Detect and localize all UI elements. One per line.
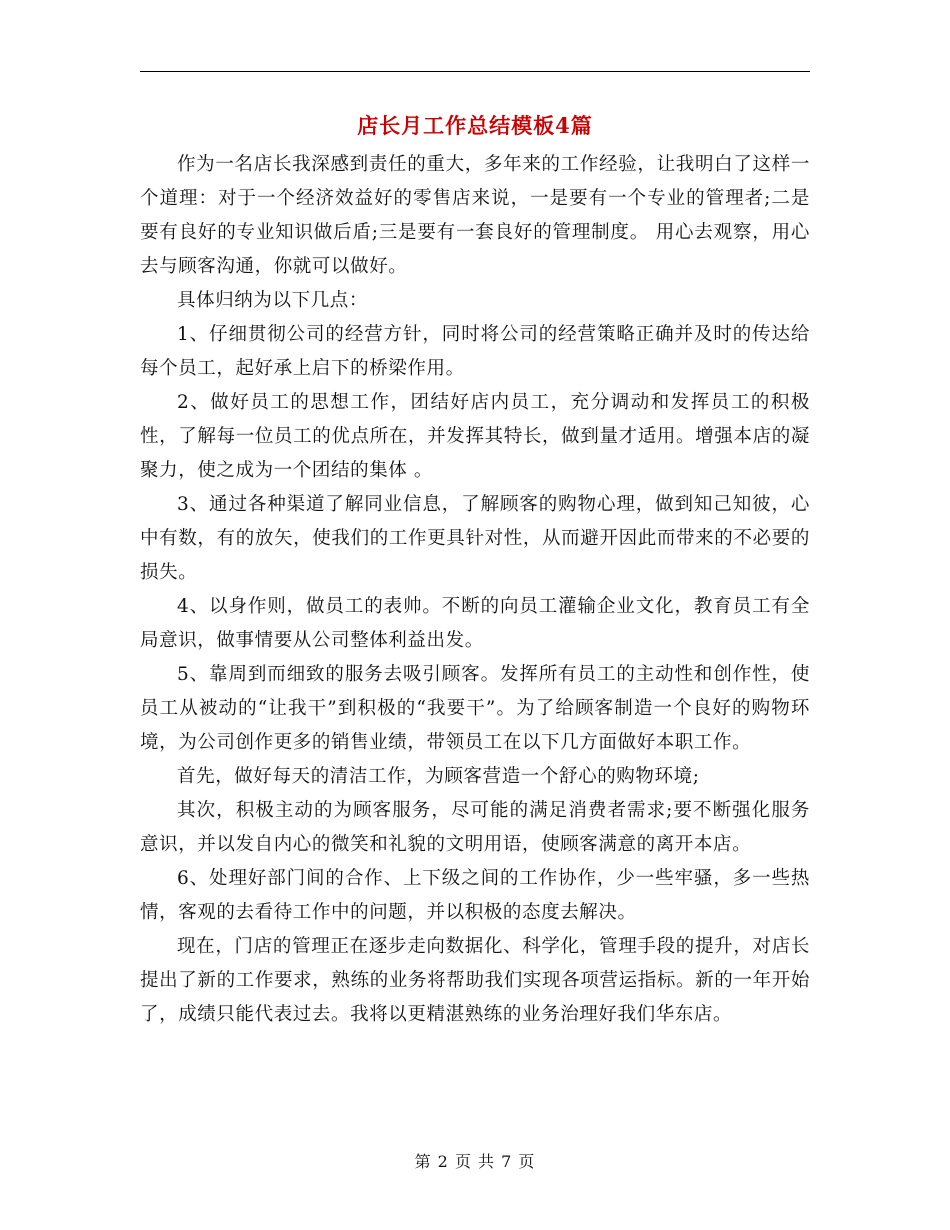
paragraph-point-4: 4、以身作则，做员工的表帅。不断的向员工灌输企业文化，教育员工有全局意识，做事情要从公司整体利益出发。 — [140, 596, 810, 651]
paragraph-second: 其次，积极主动的为顾客服务，尽可能的满足消费者需求;要不断强化服务意识，并以发自内心的微笑和礼貌的文明用语，使顾客满意的离开本店。 — [140, 800, 810, 855]
header-rule — [140, 71, 810, 72]
paragraph-point-5: 5、靠周到而细致的服务去吸引顾客。发挥所有员工的主动性和创作性，使员工从被动的“让我干”到积极的“我要干”。为了给顾客制造一个良好的购物环境，为公司创作更多的销售业绩，带领员工在以下几方面做好本职工作。 — [140, 664, 810, 753]
paragraph-conclusion: 现在，门店的管理正在逐步走向数据化、科学化，管理手段的提升，对店长提出了新的工作要求，熟练的业务将帮助我们实现各项营运指标。新的一年开始了，成绩只能代表过去。我将以更精湛熟练的业务治理好我们华东店。 — [140, 936, 810, 1025]
paragraph-point-1: 1、仔细贯彻公司的经营方针，同时将公司的经营策略正确并及时的传达给每个员工，起好承上启下的桥梁作用。 — [140, 324, 810, 379]
paragraph-point-2: 2、做好员工的思想工作，团结好店内员工，充分调动和发挥员工的积极性，了解每一位员工的优点所在，并发挥其特长，做到量才适用。增强本店的凝聚力，使之成为一个团结的集体 。 — [140, 392, 810, 481]
paragraph-first: 首先，做好每天的清洁工作，为顾客营造一个舒心的购物环境; — [177, 766, 700, 787]
paragraph-summary-lead: 具体归纳为以下几点： — [177, 290, 369, 311]
document-title: 店长月工作总结模板4篇 — [357, 113, 593, 138]
paragraph-point-6: 6、处理好部门间的合作、上下级之间的工作协作，少一些牢骚，多一些热情，客观的去看待工作中的问题，并以积极的态度去解决。 — [140, 868, 810, 923]
paragraph-point-3: 3、通过各种渠道了解同业信息，了解顾客的购物心理，做到知己知彼，心中有数，有的放矢，使我们的工作更具针对性，从而避开因此而带来的不必要的损失。 — [140, 494, 810, 583]
page-number-footer: 第 2 页 共 7 页 — [414, 1152, 536, 1171]
document-body — [140, 148, 810, 1032]
paragraph-intro: 作为一名店长我深感到责任的重大，多年来的工作经验，让我明白了这样一个道理：对于一个经济效益好的零售店来说，一是要有一个专业的管理者;二是要有良好的专业知识做后盾;三是要有一套良好的管理制度。 用心去观察，用心去与顾客沟通，你就可以做好。 — [140, 154, 810, 277]
